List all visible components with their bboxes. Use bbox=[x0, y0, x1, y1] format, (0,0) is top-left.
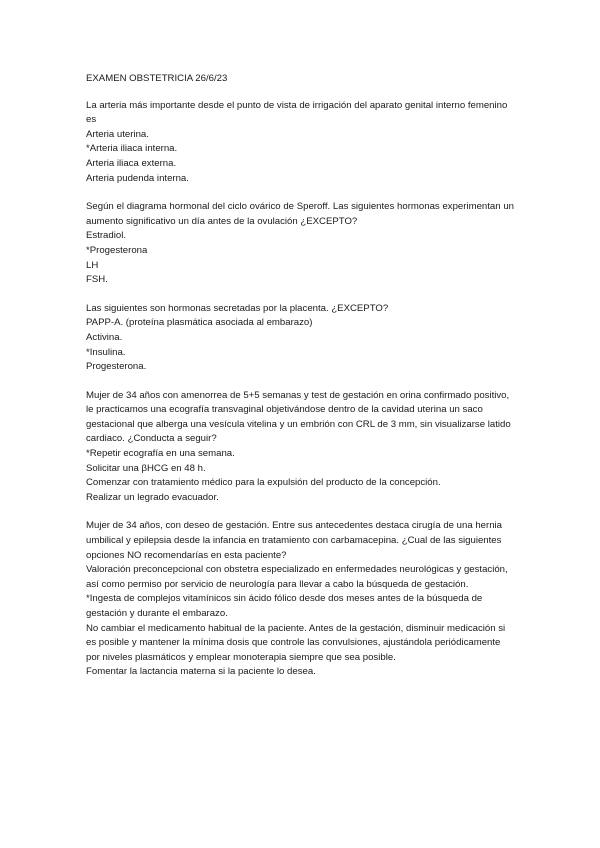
answer-option: *Arteria iliaca interna. bbox=[86, 143, 178, 155]
exam-title: EXAMEN OBSTETRICIA 26/6/23 bbox=[86, 73, 228, 84]
answer-option: Estradiol. bbox=[86, 230, 126, 242]
question-stem: Mujer de 34 años, con deseo de gestación. Entre sus antecedentes destaca cirugía de una hernia umbilical y epilepsia desde la infancia en tratamiento con carbamacepina. ¿Cual de las siguientes opciones NO recomendarías en esta paciente? bbox=[86, 520, 503, 561]
answer-option: Arteria iliaca externa. bbox=[86, 157, 177, 169]
answer-option: *Progesterona bbox=[86, 244, 148, 256]
question-3 bbox=[86, 302, 514, 375]
answer-option: Progesterona. bbox=[86, 361, 147, 373]
question-stem: Mujer de 34 años con amenorrea de 5+5 semanas y test de gestación en orina confirmado positivo, le practicamos una ecografía transvaginal objetivándose dentro de la cavidad uterina un saco gestacional que alberga una vesícula vitelina y un embrión con CRL de 3 mm, sin visualizarse latido cardiaco. ¿Conducta a seguir? bbox=[86, 389, 511, 445]
answer-option: No cambiar el medicamento habitual de la paciente. Antes de la gestación, disminuir medicación si es posible y mantener la mínima dosis que controle las convulsiones, ajustándola periódicamente por niveles plasmáticos y emplear monoterapia siempre que sea posible. bbox=[86, 622, 506, 663]
question-stem: La arteria más importante desde el punto de vista de irrigación del aparato genital interno femenino es bbox=[86, 99, 508, 126]
question-2 bbox=[86, 200, 514, 288]
answer-option: *Repetir ecografía en una semana. bbox=[86, 448, 235, 460]
question-4 bbox=[86, 389, 514, 506]
answer-option: Realizar un legrado evacuador. bbox=[86, 491, 219, 503]
question-1 bbox=[86, 99, 514, 187]
answer-option: Arteria pudenda interna. bbox=[86, 172, 189, 184]
answer-option: PAPP-A. (proteína plasmática asociada al embarazo) bbox=[86, 317, 313, 329]
answer-option: Solicitar una βHCG en 48 h. bbox=[86, 462, 206, 474]
question-stem: Las siguientes son hormonas secretadas por la placenta. ¿EXCEPTO? bbox=[86, 302, 389, 314]
answer-option: *Ingesta de complejos vitamínicos sin ácido fólico desde dos meses antes de la búsqueda de gestación y durante el embarazo. bbox=[86, 593, 483, 619]
answer-option: Fomentar la lactancia materna si la paciente lo desea. bbox=[86, 666, 316, 678]
answer-option: Arteria uterina. bbox=[86, 128, 149, 140]
answer-option: LH bbox=[86, 259, 99, 271]
answer-option: Activina. bbox=[86, 331, 123, 343]
question-stem: Según el diagrama hormonal del ciclo ovárico de Speroff. Las siguientes hormonas experimentan un aumento significativo un día antes de la ovulación ¿EXCEPTO? bbox=[86, 201, 514, 227]
answer-option: Comenzar con tratamiento médico para la expulsión del producto de la concepción. bbox=[86, 477, 441, 489]
answer-option: Valoración preconcepcional con obstetra especializado en enfermedades neurológicas y gestación, así como permiso por servicio de neurología para llevar a cabo la búsqueda de gestación. bbox=[86, 564, 508, 590]
answer-option: *Insulina. bbox=[86, 346, 126, 358]
answer-option: FSH. bbox=[86, 274, 108, 286]
question-5 bbox=[86, 519, 514, 680]
